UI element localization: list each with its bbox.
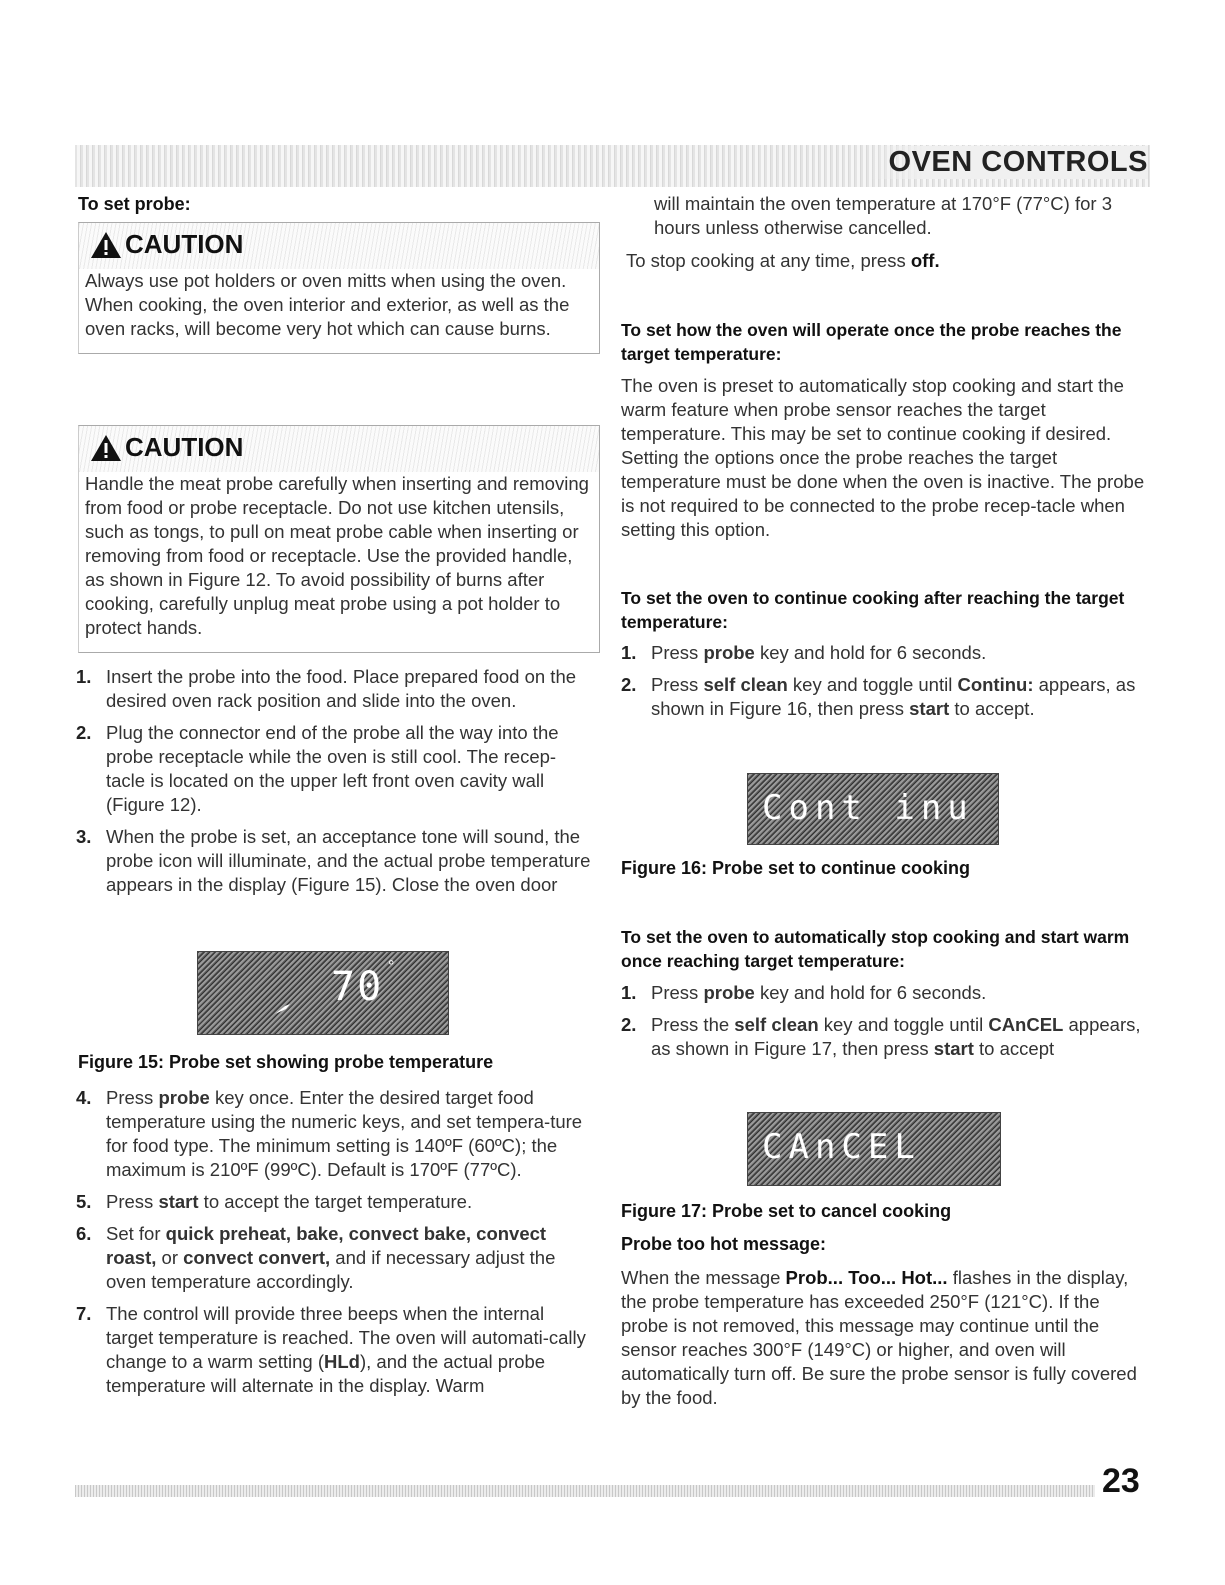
figure-17-caption: Figure 17: Probe set to cancel cooking bbox=[621, 1201, 952, 1221]
probe-icon bbox=[273, 1000, 293, 1018]
probe-operation-heading: To set how the oven will operate once the probe reaches the target temperature: bbox=[621, 320, 1122, 364]
display-cancel: CAnCEL bbox=[762, 1127, 921, 1167]
list-item: 6. Set for quick preheat, bake, convect bake, convect roast, or convect convert, and if necessary adjust the oven temperature accordingly. bbox=[76, 1223, 556, 1292]
probe-too-hot-heading: Probe too hot message: bbox=[621, 1234, 827, 1254]
display-temperature: 70 bbox=[331, 964, 384, 1010]
list-item: 3. When the probe is set, an acceptance tone will sound, the probe icon will illuminate, and the actual probe temperature appears in the display (Figure 15). Close the oven door bbox=[76, 826, 591, 895]
warm-continuation: will maintain the oven temperature at 170°F (77°C) for 3 hours unless otherwise cancelled. bbox=[654, 193, 1112, 238]
list-item: 1. Insert the probe into the food. Place prepared food on the desired oven rack position and slide into the oven. bbox=[76, 666, 577, 711]
list-item: 1. Press probe key and hold for 6 seconds. bbox=[621, 642, 987, 663]
caution-label: CAUTION bbox=[125, 229, 244, 259]
warning-icon bbox=[89, 433, 123, 463]
caution-text: Always use pot holders or oven mitts when using the oven. When cooking, the oven interior and exterior, as well as the oven racks, will become very hot which can cause burns. bbox=[85, 270, 570, 339]
figure-16-display bbox=[747, 773, 999, 845]
stop-cooking-heading: To set the oven to automatically stop cooking and start warm once reaching target temperature: bbox=[621, 927, 1130, 971]
continue-cooking-heading: To set the oven to continue cooking after reaching the target temperature: bbox=[621, 588, 1125, 632]
figure-15-caption: Figure 15: Probe set showing probe temperature bbox=[78, 1052, 494, 1072]
footer-band bbox=[75, 1485, 1095, 1497]
list-item: 2. Plug the connector end of the probe all the way into the probe receptacle while the oven is still cool. The recep-tacle is located on the upper left front oven cavity wall (Figure 12). bbox=[76, 722, 559, 815]
stop-cooking-text: To stop cooking at any time, press off. bbox=[626, 250, 940, 271]
display-continue: Cont inu bbox=[762, 788, 974, 828]
caution-box-1 bbox=[78, 222, 600, 354]
degree-symbol: ° bbox=[388, 958, 395, 975]
caution-box-2 bbox=[78, 425, 600, 653]
figure-17-display bbox=[747, 1112, 1001, 1186]
list-item: 2. Press the self clean key and toggle until CAnCEL appears, as shown in Figure 17, then press start to accept bbox=[621, 1014, 1141, 1059]
section-title: OVEN CONTROLS bbox=[869, 146, 1148, 179]
figure-15-display bbox=[197, 951, 449, 1035]
probe-operation-paragraph: The oven is preset to automatically stop cooking and start the warm feature when probe sensor reaches the target temperature. This may be set to continue cooking if desired. Setting the options once the probe reaches the target temperature must be done when the oven is inactive. The probe is not required to be connected to the probe recep-tacle when setting this option. bbox=[621, 375, 1145, 540]
figure-16-caption: Figure 16: Probe set to continue cooking bbox=[621, 858, 971, 878]
list-item: 2. Press self clean key and toggle until Continu: appears, as shown in Figure 16, then press start to accept. bbox=[621, 674, 1136, 719]
page-number: 23 bbox=[1102, 1462, 1140, 1500]
list-item: 5. Press start to accept the target temperature. bbox=[76, 1191, 473, 1212]
probe-steps-list-2 bbox=[76, 1086, 591, 1406]
list-item: 4. Press probe key once. Enter the desired target food temperature using the numeric keys, and set tempera-ture for food type. The minimum setting is 140ºF (60ºC); the maximum is 210ºF (99ºC). Default is 170ºF (77ºC). bbox=[76, 1087, 583, 1180]
caution-text: Handle the meat probe carefully when inserting and removing from food or probe receptacle. Do not use kitchen utensils, such as tongs, to pull on meat probe cable when inserting or removing from food or receptacle. Use the provided handle, as shown in Figure 12. To avoid possibility of burns after cooking, carefully unplug meat probe using a pot holder to protect hands. bbox=[85, 473, 589, 638]
warning-icon bbox=[89, 230, 123, 260]
cancel-steps-list bbox=[621, 981, 1146, 1069]
list-item: 7. The control will provide three beeps when the internal target temperature is reached. The oven will automati-cally change to a warm setting (HLd), and the actual probe temperature will alternate in the display. Warm bbox=[76, 1303, 586, 1396]
caution-label: CAUTION bbox=[125, 432, 244, 462]
set-probe-heading: To set probe: bbox=[78, 194, 191, 214]
list-item: 1. Press probe key and hold for 6 seconds. bbox=[621, 982, 987, 1003]
probe-too-hot-paragraph: When the message Prob... Too... Hot... flashes in the display, the probe temperature has exceeded 250°F (121°C). If the probe is not removed, this message may continue until the sensor reaches 300°F (149°C) or higher, and oven will automatically turn off. Be sure the probe sensor is fully covered by the food. bbox=[621, 1267, 1137, 1408]
probe-steps-list bbox=[76, 665, 591, 905]
continue-steps-list bbox=[621, 641, 1146, 729]
